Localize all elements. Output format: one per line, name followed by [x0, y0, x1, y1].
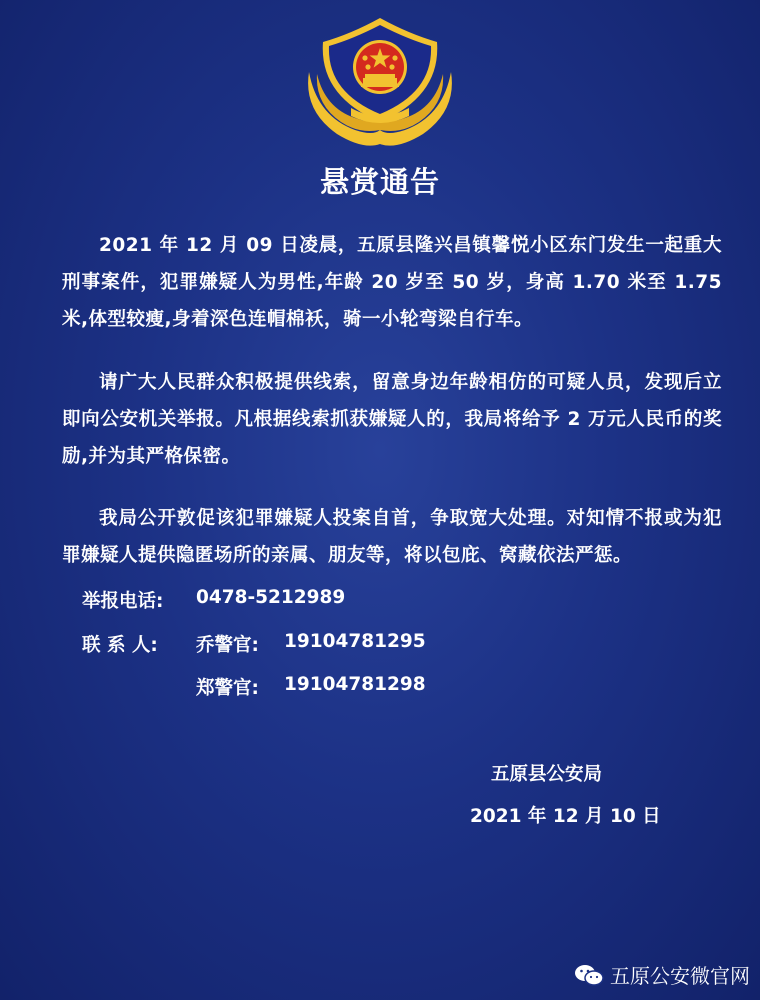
issuer-name: 五原县公安局	[491, 764, 603, 785]
contact-name-2: 郑警官:	[196, 678, 259, 699]
contact-name-1: 乔警官:	[196, 635, 259, 656]
contact-phone-1: 19104781295	[284, 631, 426, 652]
contact-label: 联 系 人:	[82, 635, 158, 656]
hotline-label: 举报电话:	[82, 591, 164, 612]
surrender-paragraph: 我局公开敦促该犯罪嫌疑人投案自首，争取宽大处理。对知情不报或为犯罪嫌疑人提供隐匿场所的亲属、朋友等，将以包庇、窝藏依法严惩。	[62, 508, 722, 566]
issue-date: 2021 年 12 月 10 日	[470, 806, 661, 827]
watermark-text: 五原公安微官网	[610, 964, 750, 988]
contact-phone-2: 19104781298	[284, 674, 426, 695]
wechat-icon	[574, 963, 604, 987]
case-description-paragraph: 2021 年 12 月 09 日凌晨，五原县隆兴昌镇馨悦小区东门发生一起重大刑事案件，犯罪嫌疑人为男性,年龄 20 岁至 50 岁，身高 1.70 米至 1.75 米,体型较瘦,身着深色连帽棉袄，骑一小轮弯梁自行车。	[62, 235, 722, 330]
reward-paragraph: 请广大人民群众积极提供线索，留意身边年龄相仿的可疑人员，发现后立即向公安机关举报。凡根据线索抓获嫌疑人的，我局将给予 2 万元人民币的奖励,并为其严格保密。	[62, 372, 722, 467]
police-emblem	[293, 12, 467, 152]
notice-title: 悬赏通告	[319, 165, 440, 199]
hotline-number: 0478-5212989	[196, 587, 346, 608]
watermark	[574, 960, 750, 989]
